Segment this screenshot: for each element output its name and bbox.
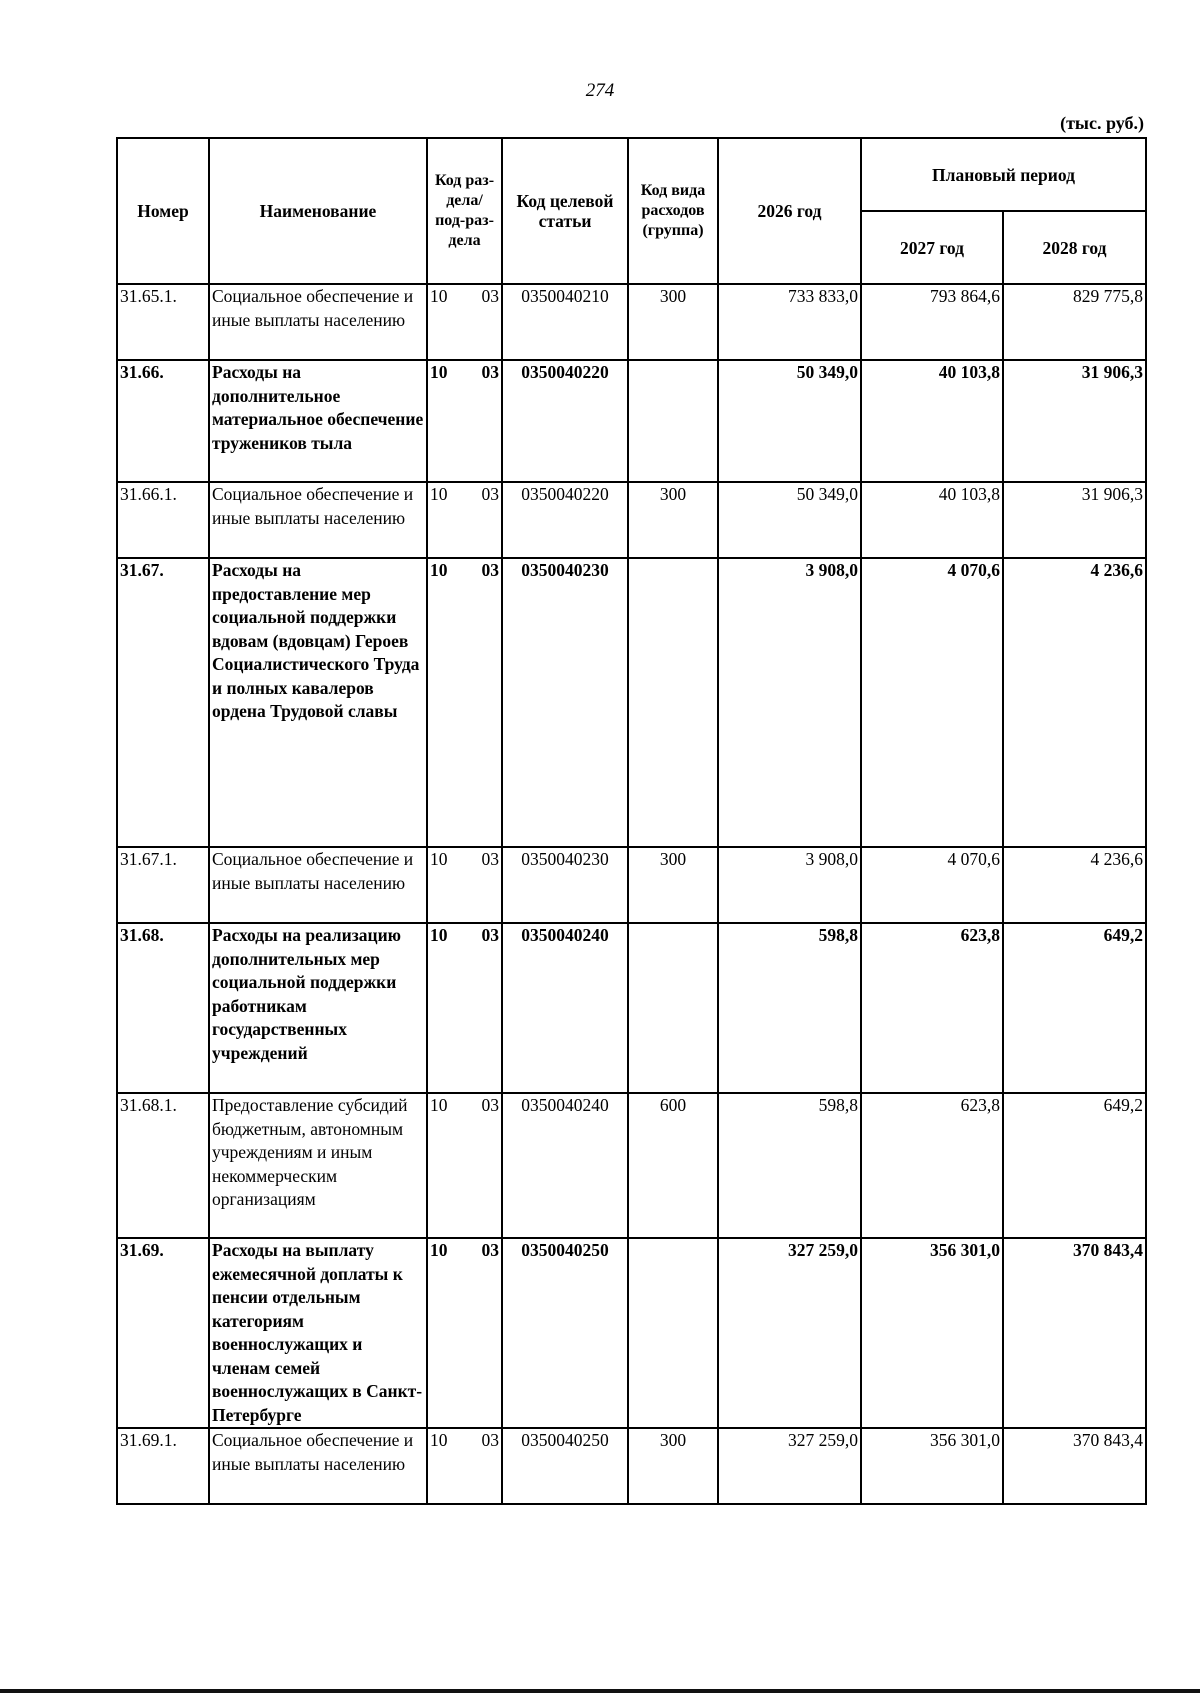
row-amount-2026: 3 908,0	[718, 558, 861, 847]
row-razdel-section: 10	[430, 560, 448, 580]
row-number: 31.66.1.	[117, 482, 209, 558]
row-target-code: 0350040250	[502, 1428, 628, 1504]
row-amount-2028: 31 906,3	[1003, 360, 1146, 482]
row-amount-2027: 793 864,6	[861, 284, 1003, 360]
row-amount-2026: 3 908,0	[718, 847, 861, 923]
header-razdel: Код раз-дела/ под-раз-дела	[427, 138, 502, 284]
row-razdel-section: 10	[430, 362, 448, 382]
row-expense-type: 300	[628, 482, 718, 558]
row-amount-2026: 598,8	[718, 1093, 861, 1238]
row-name: Социальное обеспечение и иные выплаты населению	[209, 847, 427, 923]
header-plan-period: Плановый период	[861, 138, 1146, 211]
row-name: Предоставление субсидий бюджетным, автономным учреждениям и иным некоммерческим организациям	[209, 1093, 427, 1238]
row-razdel-section: 10	[430, 1095, 448, 1115]
header-2027: 2027 год	[861, 211, 1003, 284]
row-razdel-section: 10	[430, 1240, 448, 1260]
row-target-code: 0350040240	[502, 923, 628, 1093]
row-expense-type	[628, 558, 718, 847]
page-edge	[0, 1689, 1200, 1693]
row-expense-type: 300	[628, 284, 718, 360]
row-expense-type: 300	[628, 1428, 718, 1504]
row-razdel-subsection: 03	[481, 560, 499, 580]
row-amount-2027: 623,8	[861, 1093, 1003, 1238]
row-razdel-section: 10	[430, 849, 448, 869]
row-name: Социальное обеспечение и иные выплаты населению	[209, 482, 427, 558]
row-razdel	[427, 847, 502, 923]
table-row	[117, 1238, 1146, 1428]
row-expense-type: 300	[628, 847, 718, 923]
row-razdel	[427, 558, 502, 847]
units-label: (тыс. руб.)	[1060, 113, 1144, 133]
row-expense-type	[628, 1238, 718, 1428]
row-razdel	[427, 482, 502, 558]
row-razdel-subsection: 03	[481, 1095, 499, 1115]
row-name: Социальное обеспечение и иные выплаты населению	[209, 1428, 427, 1504]
row-amount-2028: 370 843,4	[1003, 1428, 1146, 1504]
row-target-code: 0350040230	[502, 558, 628, 847]
row-amount-2027: 356 301,0	[861, 1428, 1003, 1504]
row-target-code: 0350040240	[502, 1093, 628, 1238]
row-target-code: 0350040220	[502, 360, 628, 482]
row-razdel-section: 10	[430, 286, 448, 306]
row-amount-2027: 4 070,6	[861, 847, 1003, 923]
header-2028: 2028 год	[1003, 211, 1146, 284]
row-razdel	[427, 284, 502, 360]
table-row	[117, 284, 1146, 360]
row-amount-2028: 31 906,3	[1003, 482, 1146, 558]
row-name: Социальное обеспечение и иные выплаты населению	[209, 284, 427, 360]
row-amount-2026: 733 833,0	[718, 284, 861, 360]
row-razdel	[427, 923, 502, 1093]
header-2026: 2026 год	[718, 138, 861, 284]
row-number: 31.67.1.	[117, 847, 209, 923]
row-amount-2026: 327 259,0	[718, 1428, 861, 1504]
row-amount-2028: 370 843,4	[1003, 1238, 1146, 1428]
header-vid: Код вида расходов (группа)	[628, 138, 718, 284]
row-razdel-section: 10	[430, 925, 448, 945]
row-expense-type: 600	[628, 1093, 718, 1238]
row-razdel-section: 10	[430, 484, 448, 504]
row-amount-2026: 598,8	[718, 923, 861, 1093]
row-amount-2026: 50 349,0	[718, 360, 861, 482]
header-name: Наименование	[209, 138, 427, 284]
row-razdel-subsection: 03	[481, 362, 499, 382]
table-body	[117, 284, 1146, 1504]
row-razdel-subsection: 03	[481, 484, 499, 504]
row-number: 31.69.	[117, 1238, 209, 1428]
row-amount-2027: 623,8	[861, 923, 1003, 1093]
row-number: 31.67.	[117, 558, 209, 847]
table-row	[117, 1428, 1146, 1504]
row-amount-2026: 50 349,0	[718, 482, 861, 558]
row-amount-2027: 40 103,8	[861, 482, 1003, 558]
row-number: 31.66.	[117, 360, 209, 482]
row-amount-2027: 356 301,0	[861, 1238, 1003, 1428]
row-amount-2028: 4 236,6	[1003, 558, 1146, 847]
row-razdel	[427, 1093, 502, 1238]
page-number: 274	[585, 80, 615, 101]
row-expense-type	[628, 923, 718, 1093]
row-number: 31.68.	[117, 923, 209, 1093]
row-amount-2028: 649,2	[1003, 1093, 1146, 1238]
row-razdel-subsection: 03	[481, 286, 499, 306]
row-amount-2028: 829 775,8	[1003, 284, 1146, 360]
table-row	[117, 360, 1146, 482]
table-row	[117, 1093, 1146, 1238]
table-row	[117, 847, 1146, 923]
budget-table	[116, 137, 1147, 1505]
row-name: Расходы на реализацию дополнительных мер социальной поддержки работникам государственных учреждений	[209, 923, 427, 1093]
table-row	[117, 923, 1146, 1093]
row-number: 31.69.1.	[117, 1428, 209, 1504]
row-expense-type	[628, 360, 718, 482]
row-amount-2028: 4 236,6	[1003, 847, 1146, 923]
row-razdel-subsection: 03	[481, 925, 499, 945]
row-target-code: 0350040210	[502, 284, 628, 360]
row-amount-2028: 649,2	[1003, 923, 1146, 1093]
row-razdel	[427, 1428, 502, 1504]
row-target-code: 0350040250	[502, 1238, 628, 1428]
row-name: Расходы на выплату ежемесячной доплаты к пенсии отдельным категориям военнослужащих и членам семей военнослужащих в Санкт-Петербурге	[209, 1238, 427, 1428]
row-target-code: 0350040230	[502, 847, 628, 923]
row-target-code: 0350040220	[502, 482, 628, 558]
row-razdel	[427, 360, 502, 482]
row-amount-2026: 327 259,0	[718, 1238, 861, 1428]
row-razdel-subsection: 03	[481, 1430, 499, 1450]
row-razdel	[427, 1238, 502, 1428]
row-amount-2027: 40 103,8	[861, 360, 1003, 482]
header-nomer: Номер	[117, 138, 209, 284]
row-amount-2027: 4 070,6	[861, 558, 1003, 847]
table-row	[117, 558, 1146, 847]
row-number: 31.65.1.	[117, 284, 209, 360]
header-csr: Код целевой статьи	[502, 138, 628, 284]
row-razdel-section: 10	[430, 1430, 448, 1450]
row-number: 31.68.1.	[117, 1093, 209, 1238]
row-razdel-subsection: 03	[481, 1240, 499, 1260]
table-row	[117, 482, 1146, 558]
row-name: Расходы на дополнительное материальное обеспечение тружеников тыла	[209, 360, 427, 482]
row-razdel-subsection: 03	[481, 849, 499, 869]
row-name: Расходы на предоставление мер социальной поддержки вдовам (вдовцам) Героев Социалистического Труда и полных кавалеров ордена Трудовой славы	[209, 558, 427, 847]
